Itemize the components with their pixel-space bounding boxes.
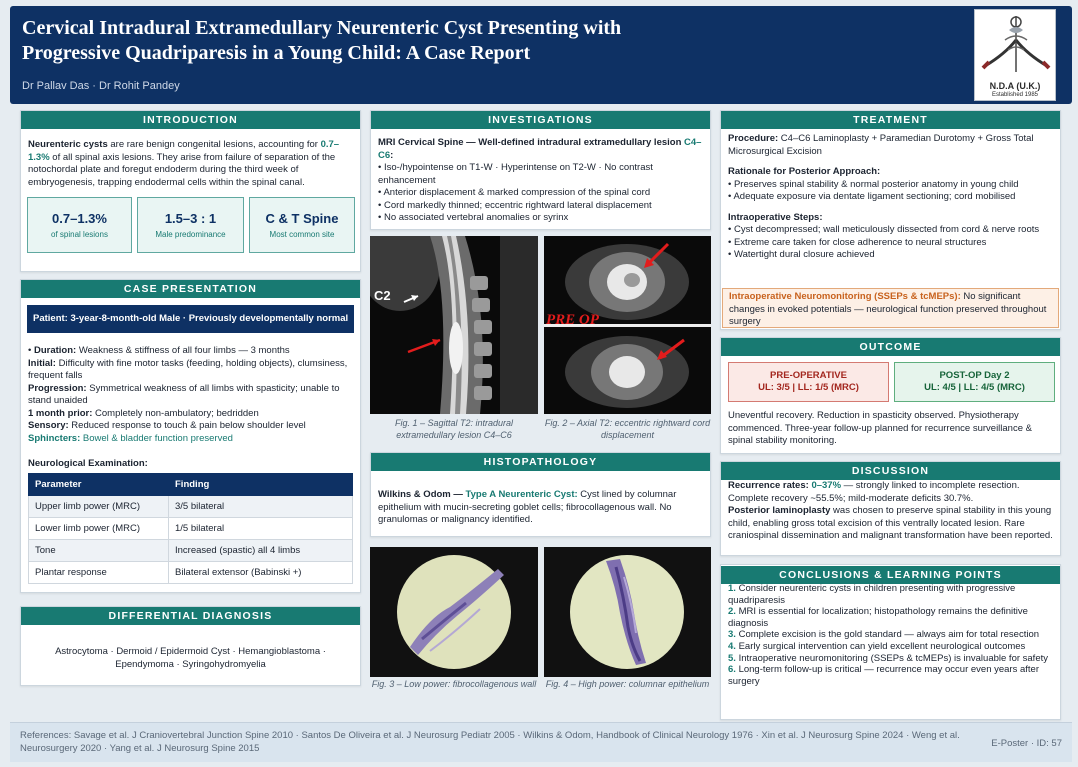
introduction-heading: INTRODUCTION bbox=[21, 111, 360, 129]
step-item: • Extreme care taken for close adherence to neural structures bbox=[728, 237, 1054, 250]
intro-text-a: are rare benign congenital lesions, accounting for bbox=[107, 139, 321, 150]
procedure-value: C4–C6 Laminoplasty + Paramedian Durotomy + Gross Total Microsurgical Excision bbox=[728, 133, 1034, 157]
figure-3-caption: Fig. 3 – Low power: fibrocollagenous wall bbox=[371, 679, 537, 689]
conclusion-text: Consider neurenteric cysts in children presenting with progressive quadriparesis bbox=[728, 583, 1016, 606]
history-line bbox=[28, 408, 356, 421]
recurrence-rate: 0–37% bbox=[811, 480, 842, 491]
conclusions-heading: CONCLUSIONS & LEARNING POINTS bbox=[721, 566, 1060, 584]
table-cell: Plantar response bbox=[29, 562, 169, 584]
procedure-key: Procedure: bbox=[728, 133, 779, 144]
conclusion-item bbox=[728, 629, 1054, 641]
table-cell: 3/5 bilateral bbox=[169, 496, 353, 518]
conclusion-text: MRI is essential for localization; histopathology remains the definitive diagnosis bbox=[728, 606, 1028, 629]
recurrence-key: Recurrence rates: bbox=[728, 480, 812, 491]
figure-1-caption: Fig. 1 – Sagittal T2: intradural extramedullary lesion C4–C6 bbox=[394, 418, 514, 440]
exam-title: Neurological Examination: bbox=[28, 458, 148, 469]
pre-op-value: UL: 3/5 | LL: 1/5 (MRC) bbox=[758, 382, 859, 393]
history-line bbox=[28, 345, 356, 358]
table-row bbox=[29, 540, 353, 562]
neuromonitoring-key: Intraoperative Neuromonitoring (SSEPs & tcMEPs): bbox=[729, 291, 961, 302]
histology-high-power-image bbox=[544, 547, 711, 677]
cyst-type: Type A Neurenteric Cyst: bbox=[465, 489, 578, 500]
recurrence-paragraph bbox=[728, 480, 1057, 505]
history-key: Sensory: bbox=[28, 420, 69, 431]
sagittal-mri-icon bbox=[370, 236, 538, 414]
conclusions-list bbox=[728, 583, 1054, 687]
mri-finding: • No associated vertebral anomalies or syrinx bbox=[378, 212, 704, 225]
table-cell: Bilateral extensor (Babinski +) bbox=[169, 562, 353, 584]
mri-finding: • Iso-/hypointense on T1-W · Hyperintense on T2-W · No contrast enhancement bbox=[378, 162, 704, 187]
stat-value: 1.5–3 : 1 bbox=[164, 211, 217, 226]
history-line bbox=[28, 358, 356, 383]
title-line-2: Progressive Quadriparesis in a Young Child: A Case Report bbox=[22, 42, 531, 64]
figure-4-caption: Fig. 4 – High power: columnar epithelium bbox=[545, 679, 710, 689]
conclusion-number: 5. bbox=[728, 652, 736, 664]
treatment-panel bbox=[720, 110, 1061, 330]
history-value: Reduced response to touch & pain below shoulder level bbox=[68, 420, 306, 431]
investigations-panel bbox=[370, 110, 711, 230]
case-presentation-heading: CASE PRESENTATION bbox=[21, 280, 360, 298]
table-cell: Tone bbox=[29, 540, 169, 562]
neuromonitoring-callout bbox=[722, 288, 1059, 328]
history-line bbox=[28, 433, 356, 446]
introduction-panel bbox=[20, 110, 361, 272]
rationale-item: • Preserves spinal stability & normal posterior anatomy in young child bbox=[728, 179, 1054, 192]
pre-op-label: PRE OP bbox=[546, 312, 599, 328]
conclusion-text: Intraoperative neuromonitoring (SSEPs & tcMEPs) is invaluable for safety bbox=[735, 652, 1048, 664]
intro-stats bbox=[27, 197, 355, 253]
conclusion-text: Long-term follow-up is critical — recurrence may occur even years after surgery bbox=[728, 664, 1039, 687]
intro-term: Neurenteric cysts bbox=[28, 139, 108, 150]
conclusion-number: 2. bbox=[728, 606, 736, 618]
recurrence-value: — strongly linked to incomplete resection. Complete recovery ~55.5%; mild-moderate deficits 30.7%. bbox=[728, 480, 1020, 504]
outcome-text: Uneventful recovery. Reduction in spasticity observed. Physiotherapy commenced. Three-year follow-up planned for recurrence surveillance & spinal stability monitoring. bbox=[728, 410, 1032, 446]
discussion-text bbox=[728, 480, 1057, 543]
table-cell: Upper limb power (MRC) bbox=[29, 496, 169, 518]
stat-value: C & T Spine bbox=[265, 211, 339, 226]
step-item: • Watertight dural closure achieved bbox=[728, 249, 1054, 262]
figure-2-caption: Fig. 2 – Axial T2: eccentric rightward cord displacement bbox=[544, 418, 711, 440]
stat-label: Male predominance bbox=[155, 230, 226, 239]
institution-logo bbox=[974, 9, 1056, 101]
histopathology-findings: Cyst lined by columnar epithelium with mucin-secreting goblet cells; fibrocollagenous wall. No granulomas or malignancy identified. bbox=[378, 489, 677, 525]
column-header: Finding bbox=[169, 474, 353, 496]
step-item: • Cyst decompressed; wall meticulously dissected from cord & nerve roots bbox=[728, 224, 1054, 237]
histology-high-power-icon bbox=[544, 547, 711, 677]
mri-finding: • Cord markedly thinned; eccentric rightward lateral displacement bbox=[378, 200, 704, 213]
investigations-heading: INVESTIGATIONS bbox=[371, 111, 710, 129]
c2-label: C2 bbox=[374, 288, 391, 303]
mri-level: C4–C6 bbox=[378, 137, 702, 161]
stat-card bbox=[137, 197, 244, 253]
mri-colon: : bbox=[390, 149, 394, 161]
table-cell: Increased (spastic) all 4 limbs bbox=[169, 540, 353, 562]
history-line bbox=[28, 383, 356, 408]
conclusion-text: Complete excision is the gold standard — always aim for total resection bbox=[735, 629, 1040, 641]
history-line bbox=[28, 420, 356, 433]
conclusion-item bbox=[728, 653, 1054, 665]
table-header-row bbox=[29, 474, 353, 496]
post-op-title: POST-OP Day 2 bbox=[939, 370, 1010, 381]
conclusion-number: 4. bbox=[728, 640, 736, 652]
post-op-value: UL: 4/5 | LL: 4/5 (MRC) bbox=[924, 382, 1025, 393]
table-row bbox=[29, 496, 353, 518]
history-key: Progression: bbox=[28, 382, 87, 394]
axial-mri-image bbox=[544, 236, 711, 414]
outcome-panel bbox=[720, 337, 1061, 454]
rationale-item: • Adequate exposure via dentate ligament sectioning; cord mobilised bbox=[728, 191, 1054, 204]
stat-card bbox=[249, 197, 355, 253]
differential-list bbox=[25, 646, 356, 671]
differential-heading: DIFFERENTIAL DIAGNOSIS bbox=[21, 607, 360, 625]
table-row bbox=[29, 518, 353, 540]
outcome-comparison bbox=[728, 362, 1055, 402]
patient-banner: Patient: 3-year-8-month-old Male · Previously developmentally normal bbox=[27, 305, 354, 333]
logo-subtitle: Established 1985 bbox=[991, 92, 1039, 98]
introduction-text bbox=[28, 139, 354, 189]
history-key: Duration: bbox=[33, 345, 77, 356]
differential-line: Ependymoma · Syringohydromyelia bbox=[115, 658, 266, 670]
conclusions-panel bbox=[720, 564, 1061, 720]
history-value: Completely non-ambulatory; bedridden bbox=[92, 407, 259, 419]
sagittal-mri-image bbox=[370, 236, 538, 414]
column-header: Parameter bbox=[29, 474, 169, 496]
discussion-heading: DISCUSSION bbox=[721, 462, 1060, 480]
poster-id: E-Poster · ID: 57 bbox=[991, 738, 1062, 749]
differential-panel bbox=[20, 606, 361, 686]
conclusion-number: 6. bbox=[728, 664, 736, 676]
conclusion-number: 1. bbox=[728, 583, 736, 594]
mri-finding: • Anterior displacement & marked compression of the spinal cord bbox=[378, 187, 704, 200]
histology-low-power-image bbox=[370, 547, 538, 677]
procedure-line bbox=[728, 133, 1054, 158]
post-op-card bbox=[894, 362, 1055, 402]
conclusion-item bbox=[728, 583, 1054, 606]
pre-op-card bbox=[728, 362, 889, 402]
histopathology-heading: HISTOPATHOLOGY bbox=[371, 453, 710, 471]
mri-title: MRI Cervical Spine — Well-defined intradural extramedullary lesion bbox=[378, 137, 685, 148]
pre-op-title: PRE-OPERATIVE bbox=[770, 370, 847, 381]
history-text bbox=[28, 345, 356, 445]
neuro-exam-table bbox=[28, 473, 353, 584]
history-value: Symmetrical weakness of all limbs with spasticity; unable to stand unaided bbox=[28, 382, 340, 406]
discussion-panel bbox=[720, 461, 1061, 556]
history-value: Difficulty with fine motor tasks (feeding, holding objects), clumsiness, frequent falls bbox=[28, 357, 348, 381]
steps-title: Intraoperative Steps: bbox=[728, 211, 823, 223]
history-key: 1 month prior: bbox=[28, 407, 93, 419]
differential-line: Astrocytoma · Dermoid / Epidermoid Cyst · Hemangioblastoma · bbox=[55, 646, 326, 657]
classification-source: Wilkins & Odom — bbox=[378, 489, 466, 500]
stat-label: Most common site bbox=[269, 230, 335, 239]
references-text: References: Savage et al. J Craniovertebral Junction Spine 2010 · Santos De Oliveira et al. J Neurosurg Pediatr 2005 · Wilkins & Odom, Handbook of Clinical Neurology 1976 · Xin et al. J Neurosurg Spine 2024 · Weng et al. Neurosurgery 2020 · Yang et al. J Neurosurg Spine 2015 bbox=[20, 730, 960, 754]
conclusion-item bbox=[728, 641, 1054, 653]
logo-name: N.D.A (U.K.) bbox=[989, 81, 1041, 91]
outcome-heading: OUTCOME bbox=[721, 338, 1060, 356]
history-value: Bowel & bladder function preserved bbox=[80, 432, 233, 444]
title-line-1: Cervical Intradural Extramedullary Neurenteric Cyst Presenting with bbox=[22, 17, 622, 39]
crossed-kukri-emblem-icon bbox=[975, 10, 1057, 80]
histopathology-text bbox=[378, 489, 704, 527]
rationale-title: Rationale for Posterior Approach: bbox=[728, 166, 881, 177]
authors: Dr Pallav Das · Dr Rohit Pandey bbox=[22, 80, 180, 92]
history-key: Sphincters: bbox=[28, 432, 81, 444]
poster-header bbox=[10, 6, 1072, 104]
stat-label: of spinal lesions bbox=[51, 230, 108, 239]
references-footer bbox=[10, 722, 1072, 762]
laminoplasty-key: Posterior laminoplasty bbox=[728, 505, 831, 516]
table-cell: Lower limb power (MRC) bbox=[29, 518, 169, 540]
laminoplasty-value: was chosen to preserve spinal stability in this young child, enabling gross total excision of this ventrally located lesion. Rare craniospinal dissemination and malignant transformation have been reported. bbox=[728, 505, 1053, 541]
conclusion-text: Early surgical intervention can yield excellent neurological outcomes bbox=[735, 640, 1026, 652]
intro-rate: 0.7–1.3% bbox=[28, 139, 340, 163]
conclusion-number: 3. bbox=[728, 629, 736, 641]
laminoplasty-paragraph bbox=[728, 505, 1057, 543]
intro-text-b: of all spinal axis lesions. They arise from failure of separation of the notochordal plate and foregut endoderm during the third week of embryogenesis, trapping endodermal cells within the spinal canal. bbox=[28, 151, 336, 188]
history-key: Initial: bbox=[28, 357, 56, 369]
treatment-text bbox=[728, 133, 1054, 262]
table-row bbox=[29, 562, 353, 584]
conclusion-item bbox=[728, 664, 1054, 687]
poster-title bbox=[22, 16, 922, 66]
histology-low-power-icon bbox=[370, 547, 538, 677]
case-presentation-panel bbox=[20, 279, 361, 593]
stat-value: 0.7–1.3% bbox=[52, 211, 107, 226]
stat-card bbox=[27, 197, 132, 253]
table-cell: 1/5 bilateral bbox=[169, 518, 353, 540]
treatment-heading: TREATMENT bbox=[721, 111, 1060, 129]
neuromonitoring-value: No significant changes in evoked potentials — neurological function preserved throughout surgery bbox=[729, 291, 1047, 327]
investigations-text bbox=[378, 137, 704, 225]
history-value: Weakness & stiffness of all four limbs — 3 months bbox=[76, 345, 290, 356]
histopathology-panel bbox=[370, 452, 711, 537]
conclusion-item bbox=[728, 606, 1054, 629]
